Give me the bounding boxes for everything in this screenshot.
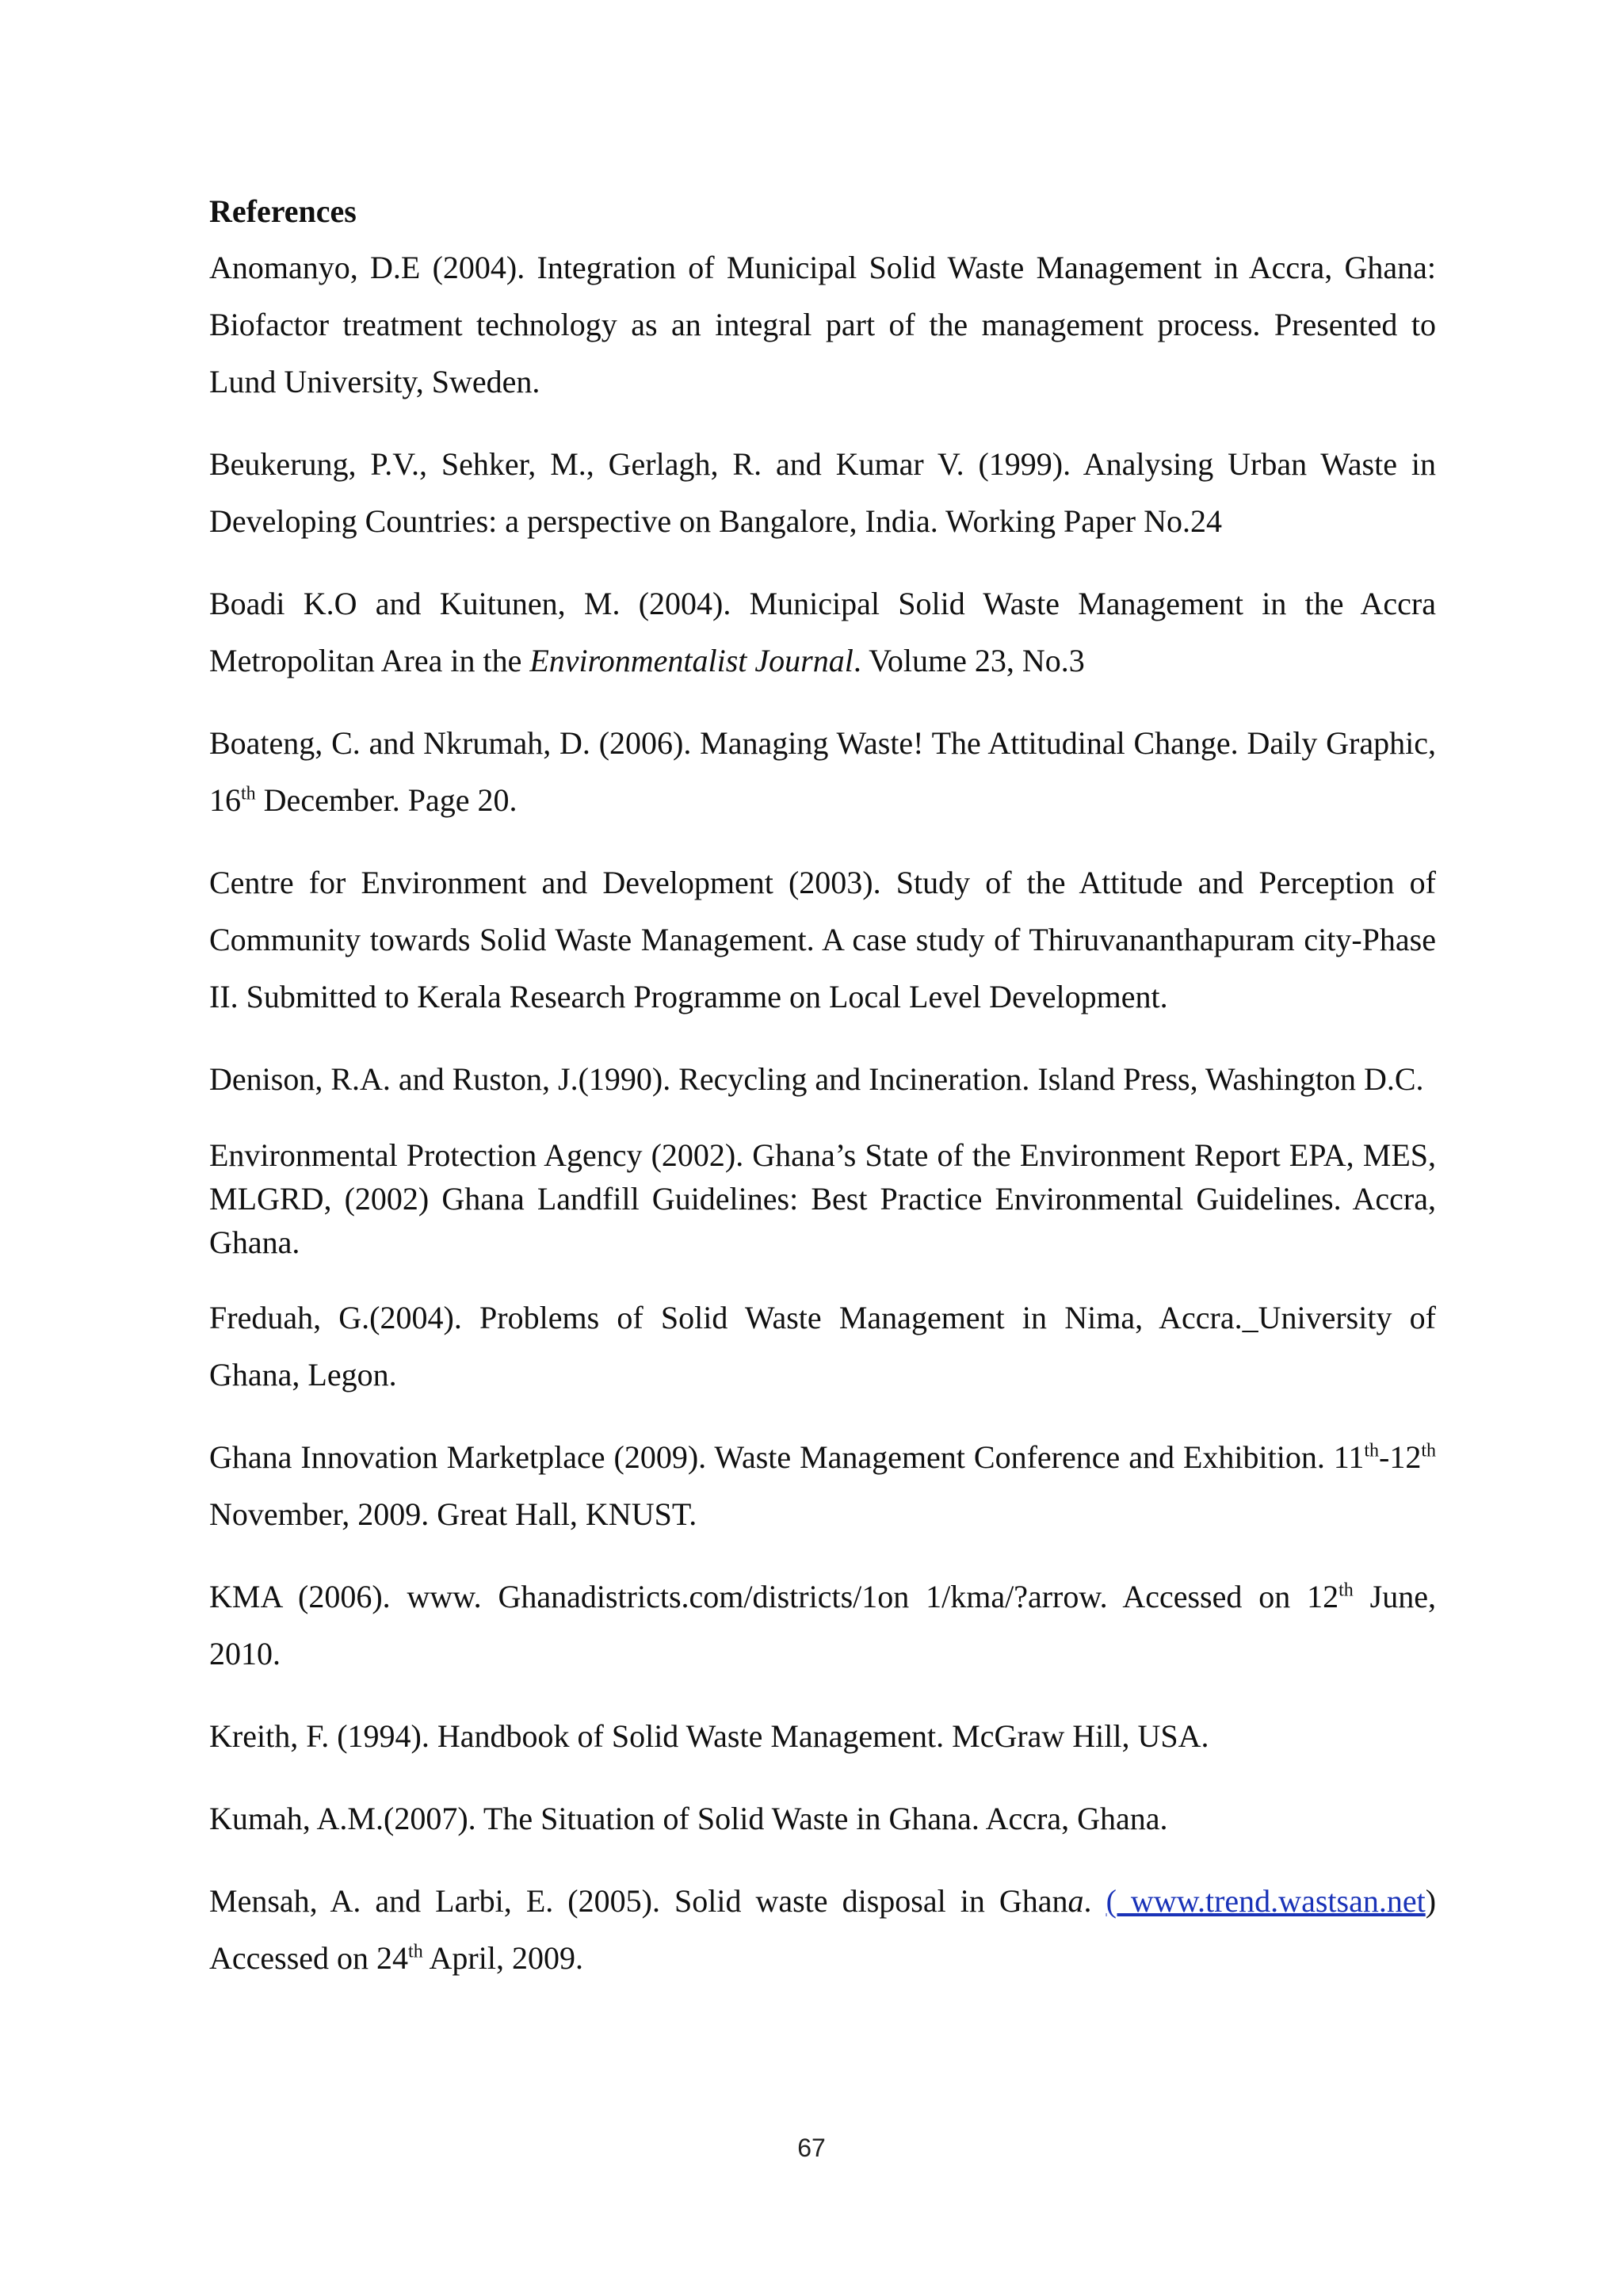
- reference-kma: [209, 1568, 1436, 1683]
- reference-mensah: [209, 1873, 1436, 1987]
- reference-text: November, 2009. Great Hall, KNUST.: [209, 1496, 697, 1532]
- reference-ghana-innovation: [209, 1429, 1436, 1543]
- references-heading: References: [209, 193, 357, 229]
- reference-anomanyo: Anomanyo, D.E (2004). Integration of Municipal Solid Waste Management in Accra, Ghana: Biofactor treatment technology as an integral part of the management process. Presented to Lund University, Sweden.: [209, 250, 1436, 399]
- reference-boadi: [209, 575, 1436, 690]
- reference-text: KMA (2006). www. Ghanadistricts.com/districts/1on 1/kma/?arrow. Accessed on 12: [209, 1579, 1339, 1614]
- reference-text: Boadi K.O and Kuitunen, M. (2004). Municipal Solid Waste Management in the Accra Metropolitan Area in the: [209, 586, 1436, 678]
- ordinal-suffix: th: [408, 1941, 423, 1962]
- reference-text: December. Page 20.: [255, 782, 517, 818]
- reference-text: -12: [1379, 1439, 1422, 1475]
- trend-wastsan-link[interactable]: ( www.trend.wastsan.net: [1106, 1883, 1426, 1919]
- reference-epa: Environmental Protection Agency (2002). Ghana’s State of the Environment Report EPA, MES, MLGRD, (2002) Ghana Landfill Guidelines: Best Practice Environmental Guidelines. Accra, Ghana.: [209, 1137, 1436, 1260]
- references-section: [209, 184, 1436, 2012]
- reference-text: . Volume 23, No.3: [853, 643, 1085, 678]
- page-number: 67: [797, 2134, 826, 2162]
- reference-denison: Denison, R.A. and Ruston, J.(1990). Recycling and Incineration. Island Press, Washington D.C.: [209, 1061, 1424, 1097]
- reference-boateng: [209, 715, 1436, 829]
- ordinal-suffix: th: [1421, 1440, 1436, 1461]
- reference-text: April, 2009.: [422, 1940, 583, 1976]
- ordinal-suffix: th: [241, 783, 256, 804]
- reference-text: Boateng, C. and Nkrumah, D. (2006). Managing Waste! The Attitudinal Change. Daily Graphic, 16: [209, 725, 1436, 818]
- ordinal-suffix: th: [1364, 1440, 1379, 1461]
- reference-freduah: Freduah, G.(2004). Problems of Solid Waste Management in Nima, Accra._University of Ghana, Legon.: [209, 1300, 1436, 1392]
- reference-text: .: [1083, 1883, 1106, 1919]
- italic-letter: a: [1067, 1883, 1084, 1919]
- reference-text: June, 2010.: [209, 1579, 1436, 1671]
- reference-text: ) Accessed on 24: [209, 1883, 1437, 1976]
- reference-centre-environment: Centre for Environment and Development (2003). Study of the Attitude and Perception of Community towards Solid Waste Management. A case study of Thiruvananthapuram city-Phase II. Submitted to Kerala Research Programme on Local Level Development.: [209, 865, 1436, 1014]
- journal-title: Environmentalist Journal: [529, 643, 854, 678]
- reference-kumah: Kumah, A.M.(2007). The Situation of Solid Waste in Ghana. Accra, Ghana.: [209, 1801, 1168, 1836]
- reference-text: Ghana Innovation Marketplace (2009). Waste Management Conference and Exhibition. 11: [209, 1439, 1365, 1475]
- ordinal-suffix: th: [1338, 1580, 1354, 1601]
- reference-kreith: Kreith, F. (1994). Handbook of Solid Waste Management. McGraw Hill, USA.: [209, 1718, 1209, 1754]
- reference-text: Mensah, A. and Larbi, E. (2005). Solid waste disposal in Ghan: [209, 1883, 1068, 1919]
- reference-beukerung: Beukerung, P.V., Sehker, M., Gerlagh, R. and Kumar V. (1999). Analysing Urban Waste in Developing Countries: a perspective on Bangalore, India. Working Paper No.24: [209, 446, 1436, 539]
